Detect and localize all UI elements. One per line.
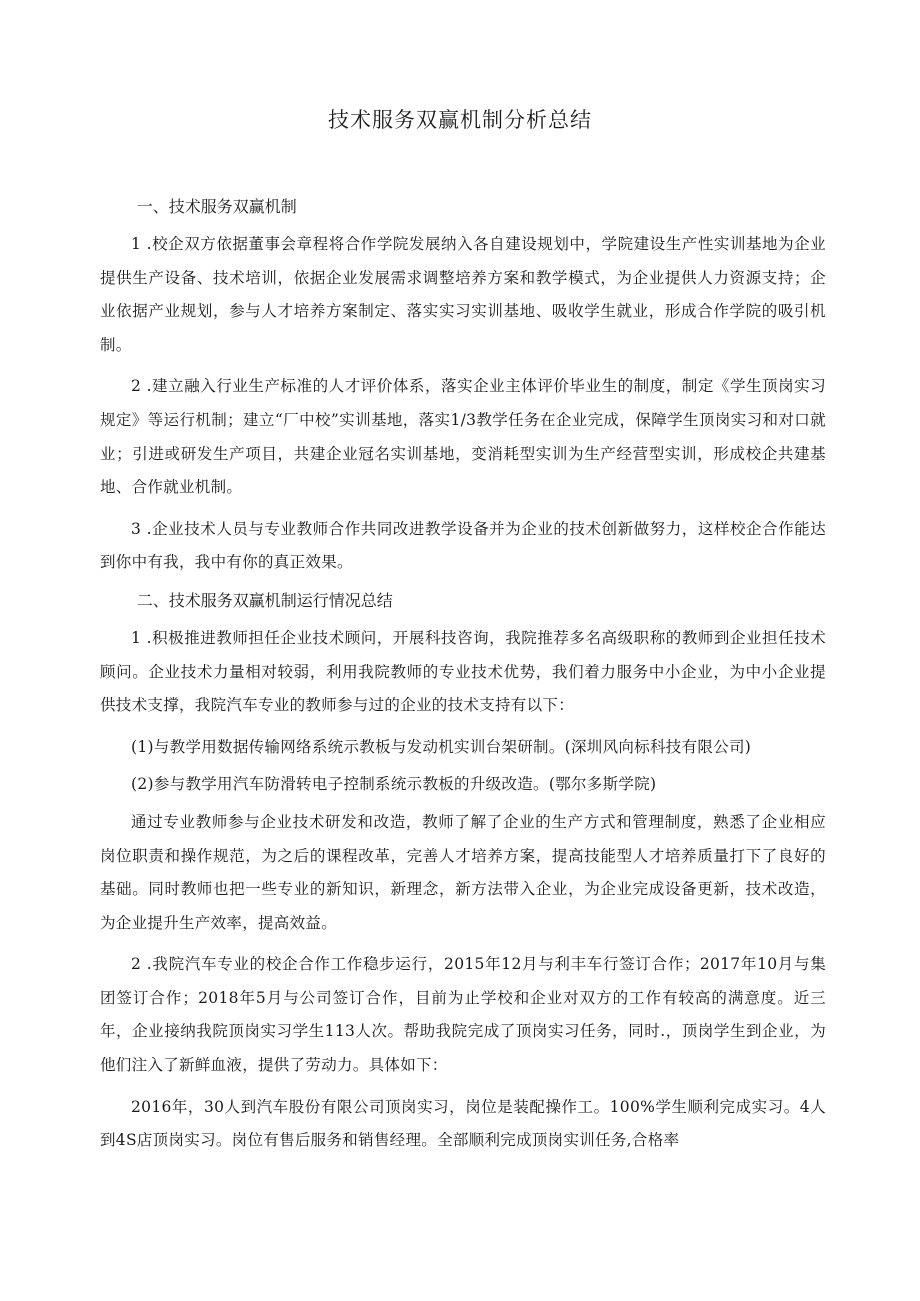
paragraph-2-4: 2016年，30人到汽车股份有限公司顶岗实习，岗位是装配操作工。100%学生顺利完成实习。4人到4S店顶岗实习。岗位有售后服务和销售经理。全部顺利完成顶岗实训任务,合格率 <box>100 1097 826 1150</box>
list-item-1: (1)与教学用数据传输网络系统示教板与发动机实训台架研制。(深圳风向标科技有限公司) <box>131 737 752 756</box>
paragraph-2-3: 2 .我院汽车专业的校企合作工作稳步运行，2015年12月与利丰车行签订合作；2017年10月与集团签订合作；2018年5月与公司签订合作，目前为止学校和企业对双方的工作有较高的满意度。近三年，企业接纳我院顶岗实习学生113人次。帮助我院完成了顶岗实习任务，同时.，顶岗学生到企业，为他们注入了新鲜血液，提供了劳动力。具体如下： <box>100 955 826 1075</box>
document-body <box>100 190 826 1158</box>
paragraph-1-3: 3 .企业技术人员与专业教师合作共同改进教学设备并为企业的技术创新做努力，这样校企合作能达到你中有我，我中有你的真正效果。 <box>100 519 826 572</box>
section-heading-2: 二、技术服务双赢机制运行情况总结 <box>136 590 393 610</box>
paragraph-2-2: 通过专业教师参与企业技术研发和改造，教师了解了企业的生产方式和管理制度，熟悉了企业相应岗位职责和操作规范，为之后的课程改革，完善人才培养方案，提高技能型人才培养质量打下了良好的基础。同时教师也把一些专业的新知识，新理念，新方法带入企业，为企业完成设备更新，技术改造，为企业提升生产效率，提高效益。 <box>100 812 826 932</box>
paragraph-2-1: 1 .积极推进教师担任企业技术顾问，开展科技咨询，我院推荐多名高级职称的教师到企业担任技术顾问。企业技术力量相对较弱，利用我院教师的专业技术优势，我们着力服务中小企业，为中小企业提供技术支撑，我院汽车专业的教师参与过的企业的技术支持有以下： <box>100 628 826 715</box>
section-heading-1: 一、技术服务双赢机制 <box>136 197 297 216</box>
list-item-2: (2)参与教学用汽车防滑转电子控制系统示教板的升级改造。(鄂尔多斯学院) <box>131 775 657 794</box>
paragraph-1-2: 2 .建立融入行业生产标准的人才评价体系，落实企业主体评价毕业生的制度，制定《学生顶岗实习规定》等运行机制；建立“厂中校”实训基地，落实1/3教学任务在企业完成，保障学生顶岗实习和对口就业；引进或研发生产项目，共建企业冠名实训基地，变消耗型实训为生产经营型实训，形成校企共建基地、合作就业机制。 <box>100 377 826 497</box>
paragraph-1-1: 1 .校企双方依据董事会章程将合作学院发展纳入各自建设规划中，学院建设生产性实训基地为企业提供生产设备、技术培训，依据企业发展需求调整培养方案和教学模式，为企业提供人力资源支持；企业依据产业规划，参与人才培养方案制定、落实实习实训基地、吸收学生就业，形成合作学院的吸引机制。 <box>100 235 826 354</box>
document-title: 技术服务双赢机制分析总结 <box>328 108 592 132</box>
